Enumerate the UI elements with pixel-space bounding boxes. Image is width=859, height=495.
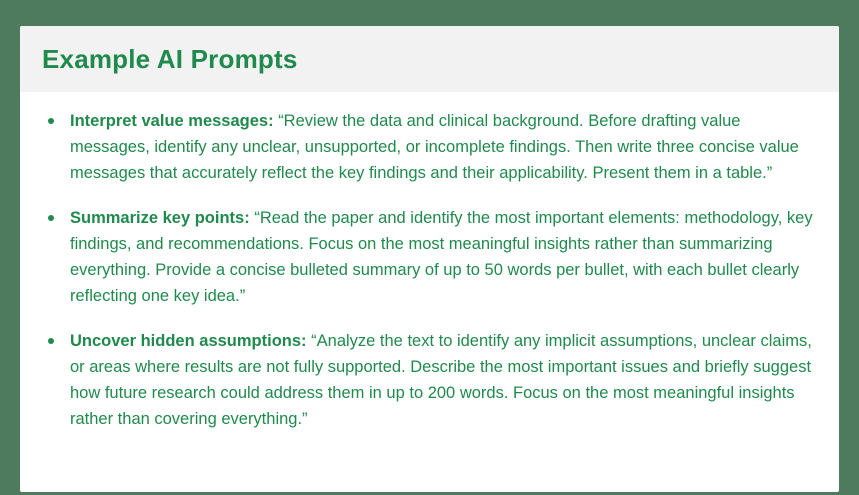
bullet-icon — [48, 215, 54, 221]
list-item — [44, 328, 815, 432]
list-item — [44, 205, 815, 309]
prompt-label: Summarize key points: — [70, 209, 250, 227]
bullet-icon — [48, 118, 54, 124]
card-body — [20, 92, 839, 432]
bullet-icon — [48, 338, 54, 344]
prompt-text: “Analyze the text to identify any implicit assumptions, unclear claims, or areas where results are not fully supported. Describe the most important issues and briefly suggest how future research could address them in up to 200 words. Focus on the most meaningful insights rather than covering everything.” — [70, 332, 812, 428]
prompt-label: Interpret value messages: — [70, 112, 274, 130]
prompt-label: Uncover hidden assumptions: — [70, 332, 307, 350]
page-title: Example AI Prompts — [42, 43, 298, 74]
prompt-text: “Review the data and clinical background. Before drafting value messages, identify any unclear, unsupported, or incomplete findings. Then write three concise value messages that accurately reflect the key findings and their applicability. Present them in a table.” — [70, 112, 799, 182]
slide-top-band — [0, 0, 859, 26]
prompt-text: “Read the paper and identify the most important elements: methodology, key findings, and recommendations. Focus on the most meaningful insights rather than summarizing everything. Provide a concise bulleted summary of up to 50 words per bullet, with each bullet clearly reflecting one key idea.” — [70, 209, 813, 305]
list-item — [44, 108, 815, 186]
prompt-list — [44, 108, 815, 432]
card-header — [20, 26, 839, 92]
prompts-card — [20, 26, 839, 492]
